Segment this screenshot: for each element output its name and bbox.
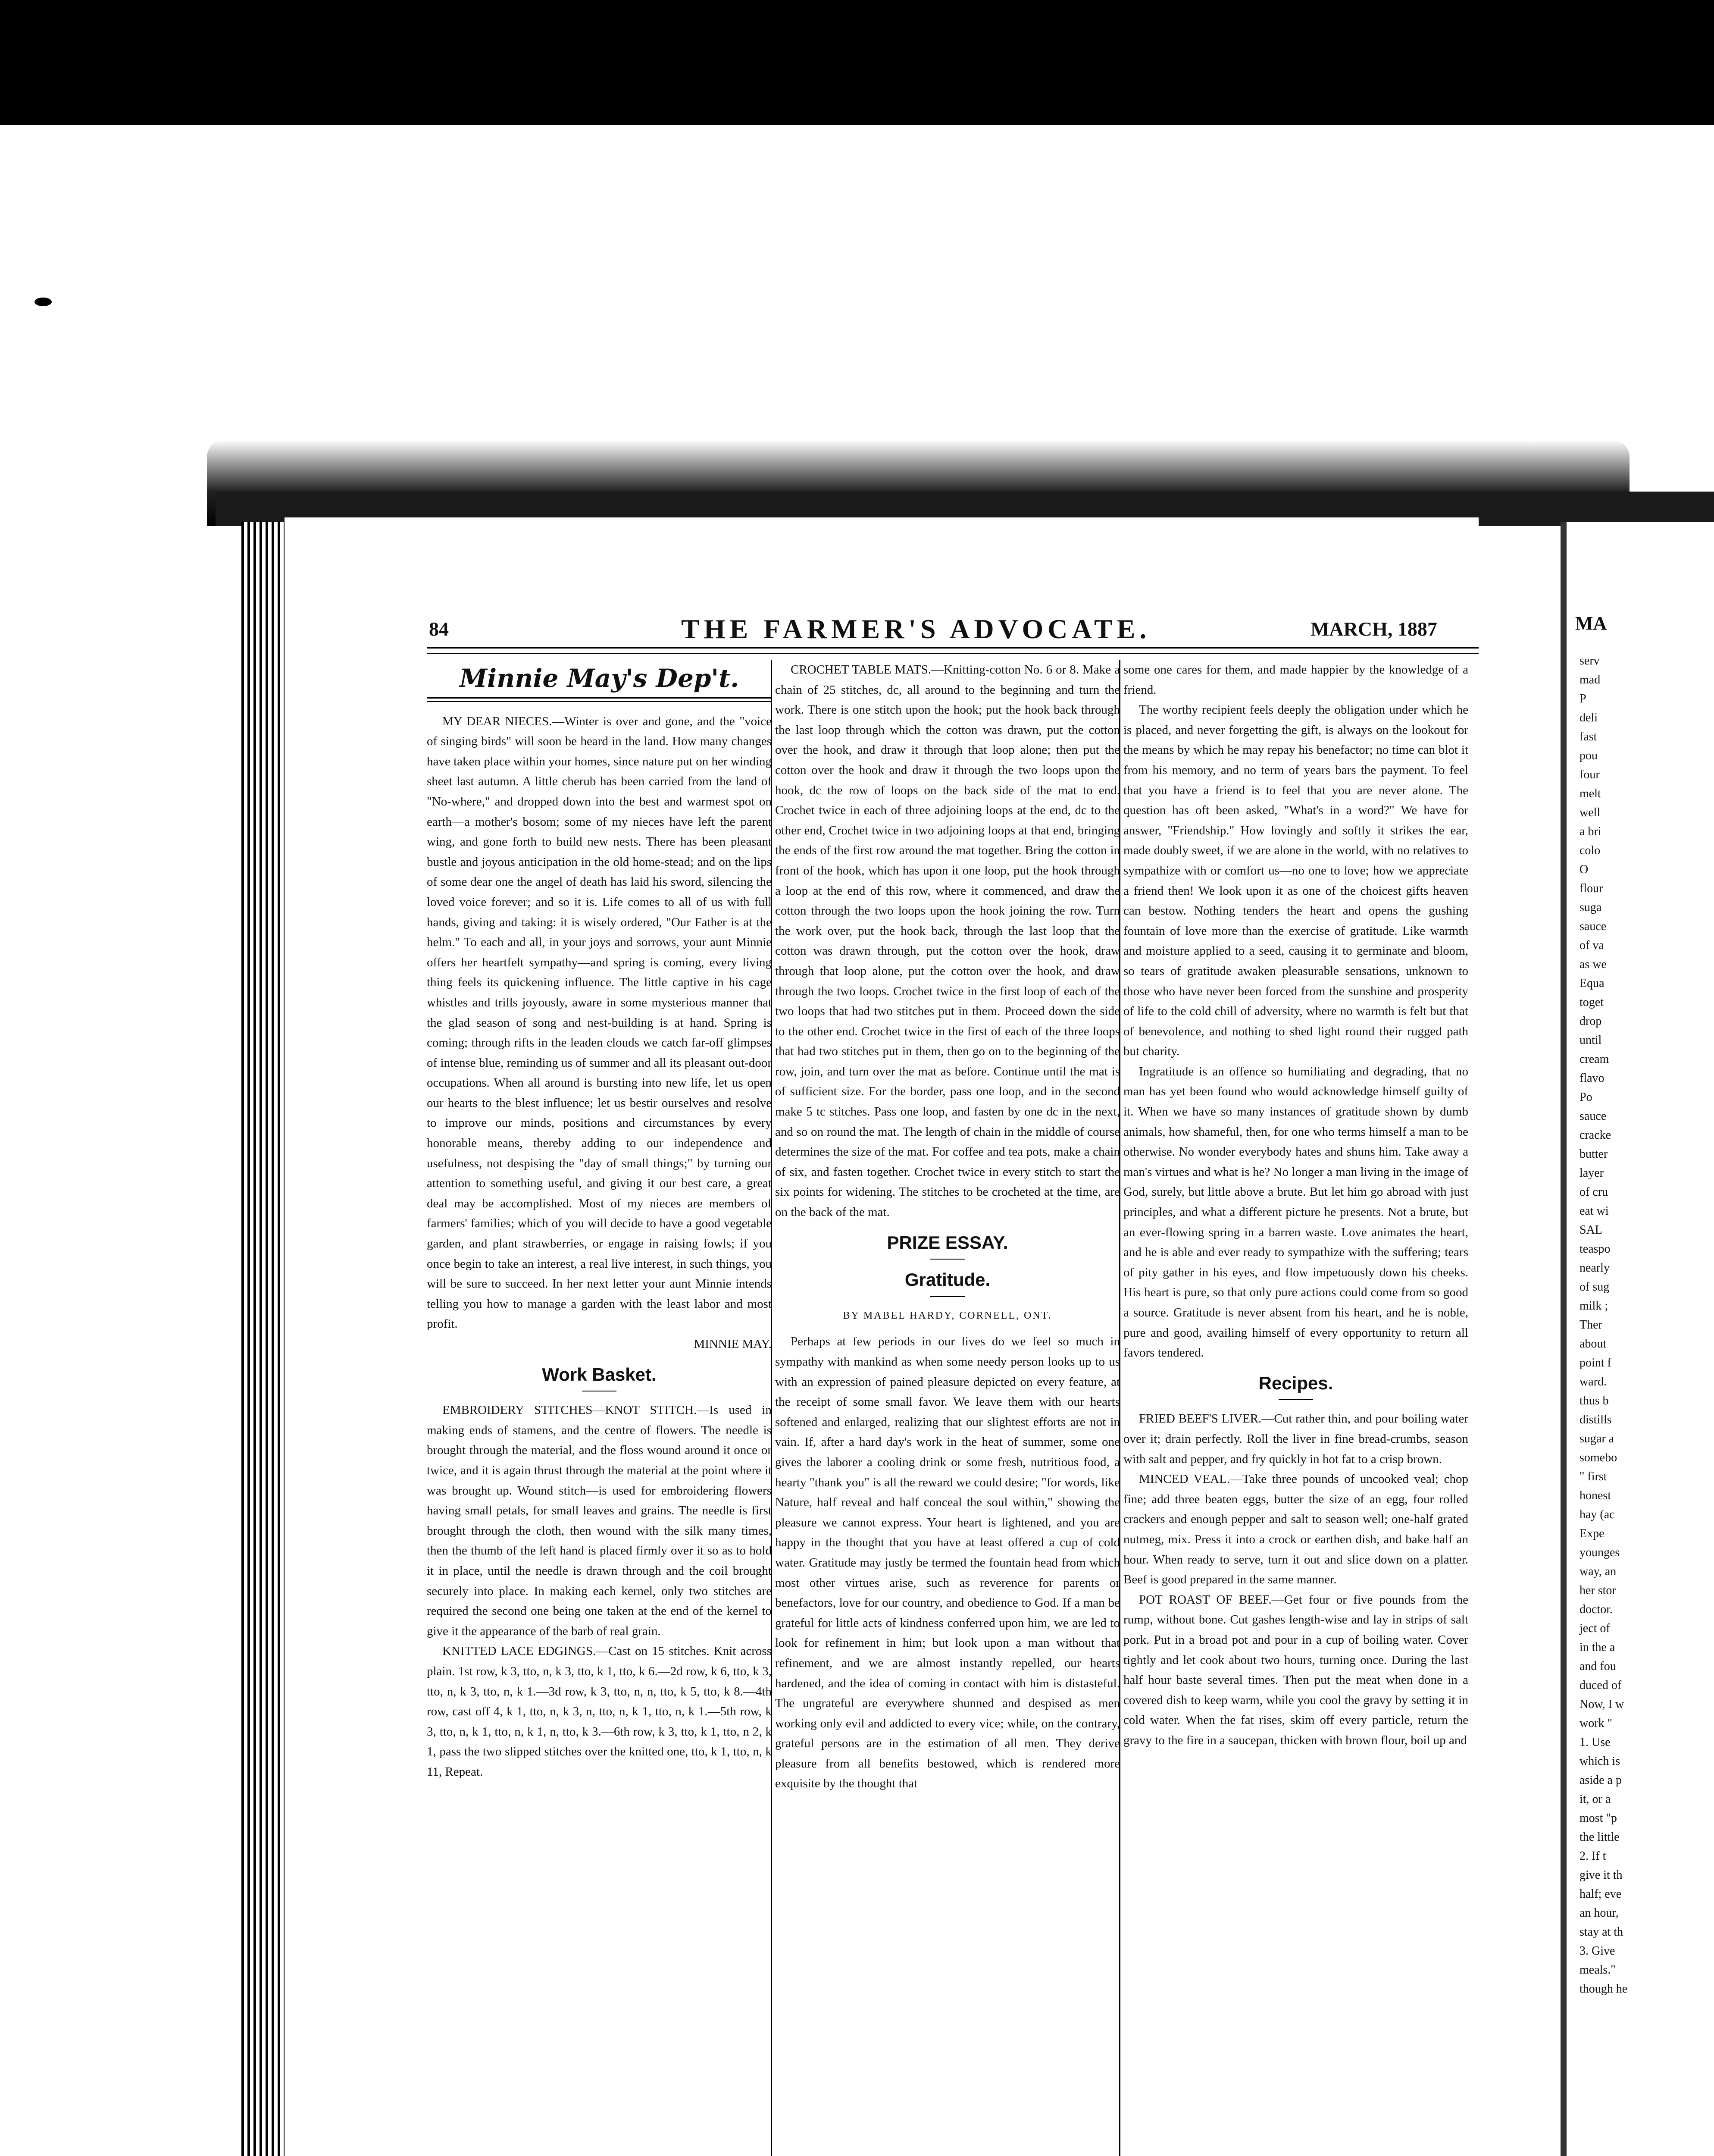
next-page-lines xyxy=(1567,652,1714,1999)
essay-paragraph: The worthy recipient feels deeply the obligation under which he is placed, and never forgetting the gift, is always on the lookout for the means by which he may repay his benefactor; no time can blot it from his memory, and no term of years bars the payment. To feel that you have a friend is to feel that you are never alone. The question has oft been asked, "What's in a word?" We have for answer, "Friendship." How lovingly and softly it strikes the ear, made doubly sweet, if we are alone in the world, with no relatives to sympathize with or comfort us—no one to love; how we appreciate a friend then! We look upon it as one of the choicest gifts heaven can bestow. Nothing tenders the heart and opens the gushing fountain of love more than the exercise of gratitude. Like warmth and moisture applied to a seed, causing it to germinate and bloom, so tears of gratitude awaken pleasurable sensations, unknown to those who have never been forced from the sunshine and prosperity of life to the cold chill of adversity, where no warmth is felt but that of benevolence, and nothing to shed light round their rugged path but charity. xyxy=(1123,703,1468,1059)
next-page-line: well xyxy=(1580,806,1601,819)
next-page-line: distills xyxy=(1580,1413,1612,1426)
essay-paragraph: Perhaps at few periods in our lives do we feel so much in sympathy with mankind as when some needy person looks up to us with an expression of pained pleasure depicted on every feature, at the receipt of some small favor. We leave them with our hearts softened and enlarged, realizing that our slightest efforts are not in vain. If, after a hard day's work in the heat of summer, some one gives the laborer a cooling drink or some fresh, nutritious food, a hearty "thank you" is all the reward we could desire; "for words, like Nature, half reveal and half conceal the soul within," showing the pleasure we cannot express. Your heart is lightened, and you are happy in the thought that you have at least offered a cup of cold water. Gratitude may justly be termed the fountain head from which most other virtues arise, such as reverence for parents or benefactors, love for our country, and obedience to God. If a man be grateful for little acts of kindness conferred upon him, we are led to look for refinement in him; but look upon a man without that refinement, and we are almost instantly repelled, our hearts hardened, and the idea of coming in contact with him is distasteful. The ungrateful are everywhere shunned and despised as men working only evil and addicted to every vice; while, on the contrary, grateful persons are in the estimation of all men. They derive pleasure from all benefits bestowed, which is rendered more exquisite by the thought that xyxy=(775,1335,1120,1791)
recipe-paragraph: MINCED VEAL.—Take three pounds of uncooked veal; chop fine; add three beaten eggs, butter the size of an egg, four rolled crackers and enough pepper and salt to season well; one-half grated nutmeg, mix. Press it into a crock or earthen dish, and bake half an hour. When ready to serve, turn it out and slice down on a platter. Beef is good prepared in the same manner. xyxy=(1123,1472,1468,1587)
lace-paragraph: KNITTED LACE EDGINGS.—Cast on 15 stitches. Knit across plain. 1st row, k 3, tto, n, k 3, tto, k 1, tto, k 6.—2d row, k 6, tto, k 3, tto, n, k 3, tto, n, k 1.—3d row, k 3, tto, n, n, tto, k 5, tto, k 8.—4th row, cast off 4, k 1, tto, n, k 3, n, tto, n, k 1, tto, n, k 1.—5th row, k 3, tto, n, k 1, tto, n, k 1, n, tto, k 3.—6th row, k 3, tto, k 1, tto, n 2, k 1, pass the two slipped stitches over the knitted one, tto, k 1, tto, n, k 11, Repeat. xyxy=(427,1644,772,1779)
next-page-line: until xyxy=(1580,1034,1602,1047)
next-page-line: way, an xyxy=(1580,1565,1617,1578)
next-page-line: Po xyxy=(1580,1091,1592,1104)
next-page-fragment xyxy=(1561,522,1714,2156)
next-page-line: ject of xyxy=(1580,1622,1610,1635)
scan-border-top xyxy=(0,0,1714,125)
next-page-line: mad xyxy=(1580,673,1601,686)
masthead: THE FARMER'S ADVOCATE. xyxy=(681,614,1151,644)
next-page-line: her stor xyxy=(1580,1584,1616,1597)
next-page-line: thus b xyxy=(1580,1394,1609,1407)
next-page-line: stay at th xyxy=(1580,1925,1623,1939)
next-page-line: flour xyxy=(1580,882,1603,895)
column-3 xyxy=(1123,660,1468,1750)
next-page-line: Ther xyxy=(1580,1318,1602,1332)
next-page-line: sauce xyxy=(1580,920,1607,933)
next-page-line: toget xyxy=(1580,996,1604,1009)
next-page-line: suga xyxy=(1580,901,1602,914)
page-stack-edge xyxy=(241,522,289,2156)
section-title-minnie-may: Minnie May's Dep't. xyxy=(459,664,739,693)
next-page-line: butter xyxy=(1580,1147,1608,1161)
next-page-line: SAL xyxy=(1580,1223,1602,1237)
next-page-line: milk ; xyxy=(1580,1299,1608,1313)
page-number: 84 xyxy=(429,618,449,640)
essay-continuation: some one cares for them, and made happier by the knowledge of a friend. xyxy=(1123,663,1468,697)
next-page-line: hay (ac xyxy=(1580,1508,1615,1521)
double-rule xyxy=(427,697,772,702)
next-page-line: doctor. xyxy=(1580,1603,1613,1616)
next-page-line: Expe xyxy=(1580,1527,1605,1540)
next-page-line: eat wi xyxy=(1580,1204,1609,1218)
next-page-line: cream xyxy=(1580,1053,1609,1066)
essay-paragraph: Ingratitude is an offence so humiliating and degrading, that no man has yet been found who would acknowledge himself guilty of it. When we have so many instances of gratitude shown by dumb animals, how shameful, then, for one who terms himself a man to be otherwise. No wonder everybody hates and shuns him. Take away a man's virtues and what is he? No longer a man living in the image of God, surely, but little above a brute. But let him go abroad with just principles, and what a different picture he presents. Not a brute, but an ever-flowing spring in a barren waste. Love animates the heart, and he is able and ever ready to sympathize with the suffering; tears of pity gather in his eyes, and flow impetuously down his cheeks. His heart is pure, so that only pure actions could come from so good a source. Gratitude is never absent from his heart, and he is noble, pure and good, availing himself of every opportunity to return all favors tendered. xyxy=(1123,1064,1468,1360)
next-page-line: an hour, xyxy=(1580,1906,1619,1920)
next-page-line: somebo xyxy=(1580,1451,1617,1464)
next-page-line: it, or a xyxy=(1580,1792,1611,1806)
column-1 xyxy=(427,660,772,1782)
next-page-line: younges xyxy=(1580,1546,1620,1559)
recipe-paragraph: POT ROAST OF BEEF.—Get four or five pounds from the rump, without bone. Cut gashes length-wise and lay in strips of salt pork. Put in a broad pot and pour in a cup of boiling water. Cover tightly and let cook about two hours, turning once. During the last half hour baste several times. Then put the meat when done in a covered dish to keep warm, while you cool the gravy by setting it in cold water. When the fat rises, skim off every particle, return the gravy to the fire in a saucepan, thicken with brown flour, boil up and xyxy=(1123,1592,1468,1747)
next-page-line: sugar a xyxy=(1580,1432,1614,1445)
next-page-line: 2. If t xyxy=(1580,1849,1606,1863)
next-page-line: about xyxy=(1580,1337,1607,1351)
next-page-line: though he xyxy=(1580,1982,1628,1996)
next-page-line: flavo xyxy=(1580,1072,1605,1085)
small-rule xyxy=(930,1259,965,1260)
next-page-line: layer xyxy=(1580,1166,1604,1180)
scan-speck xyxy=(34,298,52,306)
next-page-line: teaspo xyxy=(1580,1242,1611,1256)
embroidery-paragraph: EMBROIDERY STITCHES—KNOT STITCH.—Is used in making ends of stamens, and the centre of flowers. The needle is brought through the material, and the floss wound around it once or twice, and it is again thrust through the material at the point where it was brought up. Wound stitch—is used for embroidering flowers having small petals, for small leaves and grains. The needle is first brought through the cloth, then wound with the silk many times, then the thumb of the left hand is placed firmly over it so as to hold it in place, until the needle is drawn through and the coil brought securely into place. In making each kernel, only two stitches are required the second one being one taken at the end of the kernel to give it the appearance of the barb of real grain. xyxy=(427,1403,772,1638)
next-page-line: 1. Use xyxy=(1580,1736,1611,1749)
next-page-line: fast xyxy=(1580,730,1597,743)
next-page-line: work " xyxy=(1580,1717,1612,1730)
next-page-line: drop xyxy=(1580,1015,1602,1028)
next-page-line: most "p xyxy=(1580,1811,1617,1825)
section-title-work-basket: Work Basket. xyxy=(542,1364,657,1385)
next-page-line: the little xyxy=(1580,1830,1620,1844)
next-page-line: colo xyxy=(1580,844,1601,857)
next-page-line: cracke xyxy=(1580,1128,1611,1142)
next-page-line: of cru xyxy=(1580,1185,1608,1199)
next-page-line: ward. xyxy=(1580,1375,1607,1388)
next-page-line: give it th xyxy=(1580,1868,1623,1882)
next-page-line: honest xyxy=(1580,1489,1611,1502)
next-page-line: Now, I w xyxy=(1580,1698,1624,1711)
next-page-line: pou xyxy=(1580,749,1598,762)
next-page-line: half; eve xyxy=(1580,1887,1622,1901)
next-page-line: Equa xyxy=(1580,977,1605,990)
next-page-line: aside a p xyxy=(1580,1774,1622,1787)
next-page-line: P xyxy=(1580,692,1586,705)
section-title-recipes: Recipes. xyxy=(1258,1373,1333,1393)
next-page-line: melt xyxy=(1580,787,1601,800)
column-2 xyxy=(775,660,1120,1794)
next-page-line: a bri xyxy=(1580,825,1601,838)
scan-speck xyxy=(987,71,1000,84)
essay-title: Gratitude. xyxy=(904,1269,991,1290)
next-page-line: of sug xyxy=(1580,1280,1610,1294)
next-page-line: meals." xyxy=(1580,1963,1616,1977)
small-rule xyxy=(1279,1399,1313,1400)
issue-date: MARCH, 1887 xyxy=(1311,618,1437,640)
prize-essay-title: PRIZE ESSAY. xyxy=(887,1232,1008,1253)
letter-paragraph: MY DEAR NIECES.—Winter is over and gone, and the "voice of singing birds" will soon be heard in the land. How many changes have taken place within your homes, since nature put on her winding sheet last autumn. A little cherub has been carried from the land of "No-where," and dropped down into the best and warmest spot on earth—a mother's bosom; some of my nieces have left the parent wing, and gone forth to build new nests. There has been pleasant bustle and joyous anticipation in the old home-stead; and on the lips of some dear one the angel of death has laid his sword, silencing the loved voice forever; and so it is. Life comes to all of us with full hands, giving and taking: it is wisely ordered, "Our Father is at the helm." To each and all, in your joys and sorrows, your aunt Minnie offers her heartfelt sympathy—and spring is coming, every living thing feels its quickening influence. The little captive in his cage whistles and trills joyously, aware in some mysterious manner that the glad season of song and nest-building is at hand. Spring is coming; through rifts in the leaden clouds we catch far-off glimpses of intense blue, reminding us of summer and all its pleasant out-door occupations. When all around is bursting into new life, let us open our hearts to the blest influence; let us bestir ourselves and resolve to improve our minds, positions and circumstances by every honorable means, thereby adding to our independence and usefulness, not despising the "day of small things;" by turning our attention to something useful, and giving it our best care, a great deal may be accomplished. Most of my nieces are members of farmers' families; which of you will decide to have a good vegetable garden, and plant strawberries, or engage in raising fowls; if you once begin to take an interest, a real live interest, in such things, you will be sure to succeed. In her next letter your aunt Minnie intends telling you how to manage a garden with the least labor and most profit. xyxy=(427,714,772,1331)
newspaper-page xyxy=(285,517,1479,2156)
next-page-line: as we xyxy=(1580,958,1607,971)
next-page-line: of va xyxy=(1580,939,1604,952)
next-page-line: in the a xyxy=(1580,1641,1615,1654)
next-page-line: serv xyxy=(1580,654,1600,667)
next-page-line: O xyxy=(1580,863,1589,876)
next-page-line: nearly xyxy=(1580,1261,1610,1275)
next-page-line: deli xyxy=(1580,711,1598,724)
recipe-paragraph: FRIED BEEF'S LIVER.—Cut rather thin, and pour boiling water over it; drain perfectly. Roll the liver in fine bread-crumbs, season with salt and pepper, and fry quickly in hot fat to a crisp brown. xyxy=(1123,1412,1468,1466)
table-mats-paragraph: CROCHET TABLE MATS.—Knitting-cotton No. 6 or 8. Make a chain of 25 stitches, dc, all around to the beginning and turn the work. There is one stitch upon the hook; put the hook back through the last loop through which the cotton was drawn, put the cotton over the hook, and draw it through that loop alone; then put the cotton over the hook and draw it through the two loops upon the hook, dc the row of loops on the back side of the mat to end. Crochet twice in each of three adjoining loops at the end, dc to the other end, Crochet twice in two adjoining loops at that end, bringing the ends of the first row around the mat together. Bring the cotton in front of the hook, which has upon it one loop, put the hook through a loop at the end of this row, where it commenced, and draw the cotton through the two loops upon the hook joining the row. Turn the work over, put the hook back, through the last loop that the cotton was drawn through, put the cotton over the hook, draw through that loop alone, put the cotton over the hook, and draw through the two loops. Crochet twice in the first loop of each of the two loops that had two stitches put in them. Proceed down the side to the other end. Crochet twice in the first of each of the three loops that had two stitches put in them, then go on to the beginning of the row, join, and turn over the mat as before. Continue until the mat is of sufficient size. For the border, pass one loop, and in the second make 5 tc stitches. Pass one loop, and fasten by one dc in the next, and so on round the mat. The length of chain in the middle of course determines the size of the mat. For coffee and tea pots, make a chain of six, and fasten together. Crochet twice in every stitch to start the six points for widening. The stitches to be crocheted at the time, are on the back of the mat. xyxy=(775,663,1120,1219)
header-rule xyxy=(427,647,1479,654)
next-page-line: and fou xyxy=(1580,1660,1616,1673)
next-page-line: four xyxy=(1580,768,1600,781)
next-page-line: sauce xyxy=(1580,1109,1607,1123)
byline: BY MABEL HARDY, CORNELL, ONT. xyxy=(843,1310,1052,1321)
small-rule xyxy=(930,1296,965,1297)
next-page-line: duced of xyxy=(1580,1679,1622,1692)
next-page-line: " first xyxy=(1580,1470,1607,1483)
next-page-line: which is xyxy=(1580,1755,1620,1768)
signature: MINNIE MAY. xyxy=(694,1337,772,1351)
next-page-line: 3. Give xyxy=(1580,1944,1615,1958)
next-page-header: MA xyxy=(1575,613,1607,634)
next-page-line: point f xyxy=(1580,1356,1611,1369)
